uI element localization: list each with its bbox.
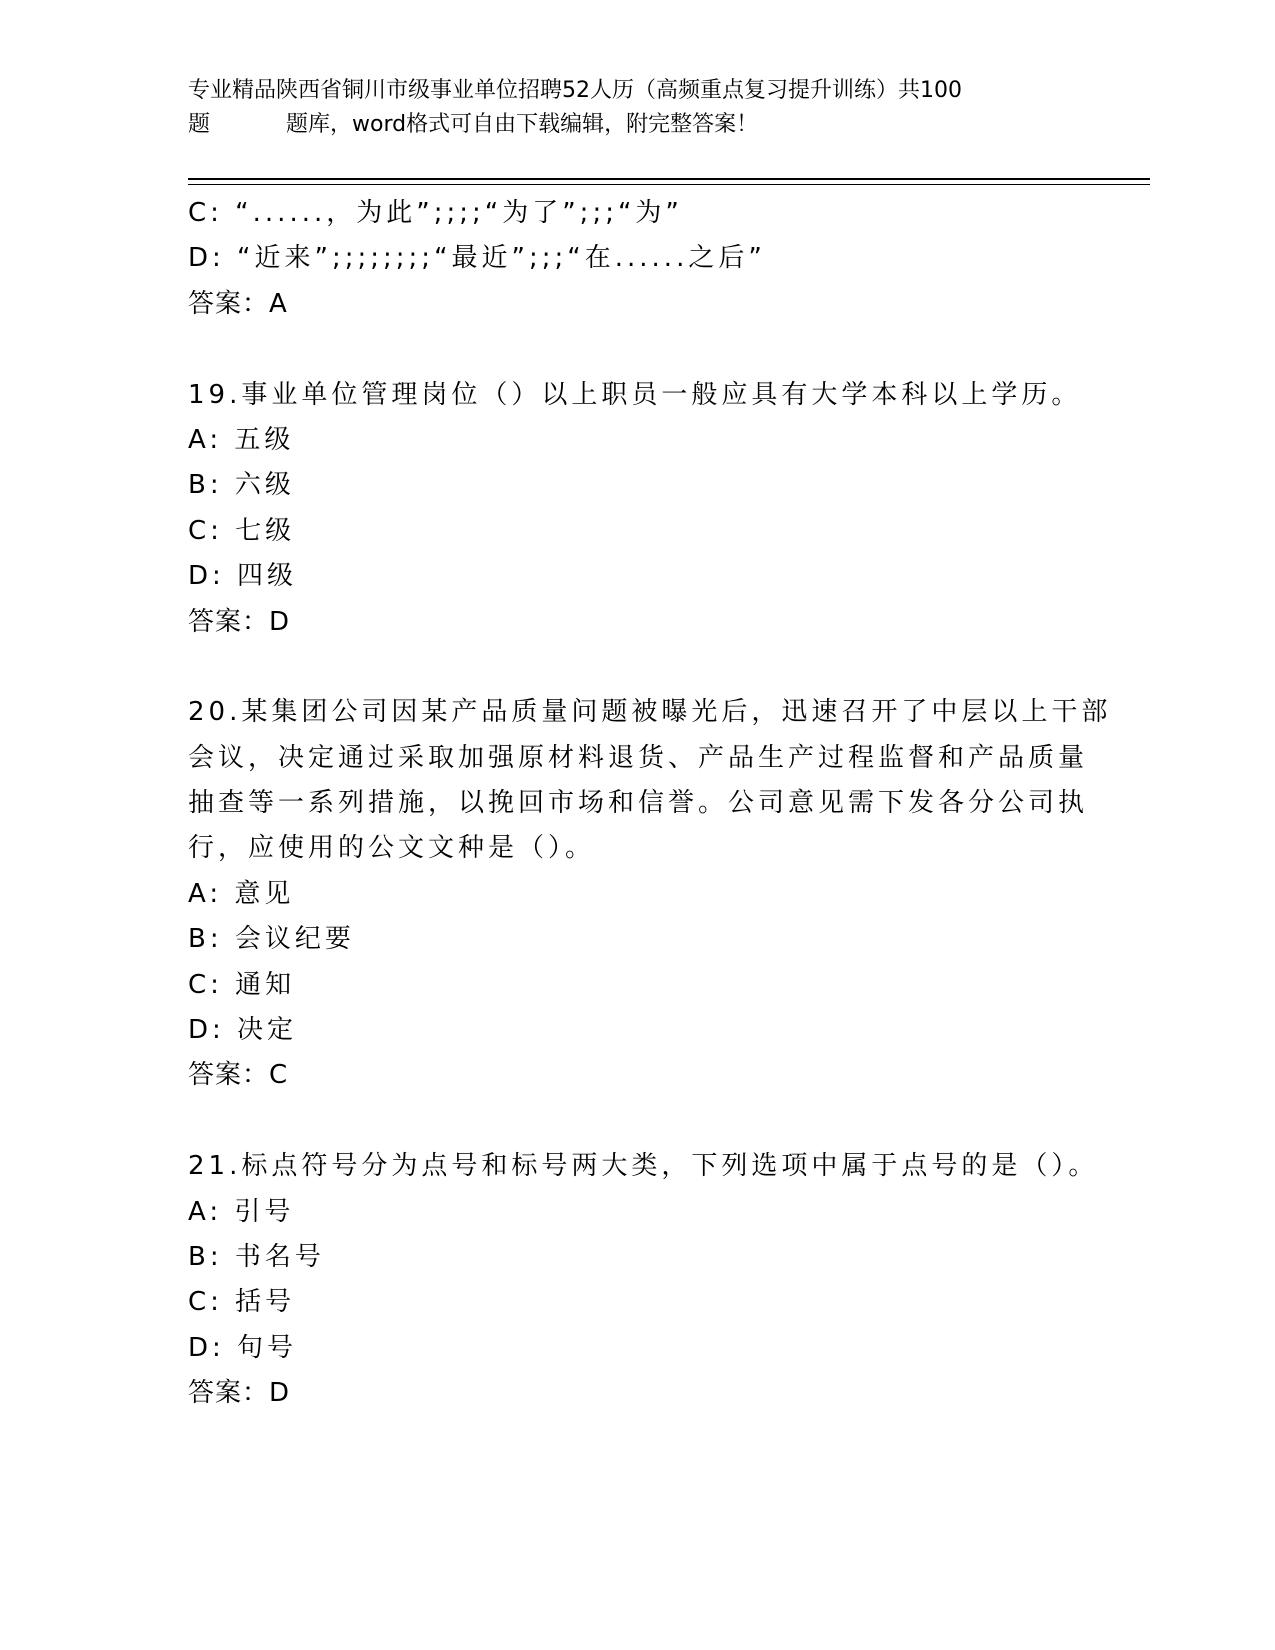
header-line-1: 专业精品陕西省铜川市级事业单位招聘52人历（高频重点复习提升训练）共100 — [188, 78, 962, 103]
question-19 — [188, 373, 1088, 645]
answer-line: 答案：D — [188, 606, 291, 637]
header-line-2-rest: 题库，word格式可自由下载编辑，附完整答案！ — [286, 112, 759, 137]
question-text-line-2: 会议，决定通过采取加强原材料退货、产品生产过程监督和产品质量 — [188, 742, 1089, 773]
answer-line: 答案：C — [188, 1060, 289, 1091]
option-c: C: 通知 — [188, 969, 296, 1000]
answer-line: 答案：D — [188, 1378, 291, 1409]
header-line-2-start: 题 — [188, 112, 211, 137]
option-b: B: 六级 — [188, 470, 295, 501]
question-21 — [188, 1144, 1099, 1416]
option-c: C: “......，为此”;;;;“为了”;;;“为” — [188, 198, 683, 228]
option-d: D: 句号 — [188, 1332, 298, 1363]
question-text: 19.事业单位管理岗位（）以上职员一般应具有大学本科以上学历。 — [188, 379, 1082, 410]
option-d: D: 决定 — [188, 1015, 298, 1046]
header-rule-thin — [188, 184, 1150, 185]
document-body — [188, 191, 1112, 1417]
answer-line: 答案：A — [188, 288, 288, 319]
option-a: A: 意见 — [188, 878, 295, 909]
header-line-2 — [188, 108, 1068, 142]
option-c: C: 括号 — [188, 1287, 296, 1318]
option-d: D: 四级 — [188, 561, 298, 592]
question-text-line-3: 抽查等一系列措施，以挽回市场和信誉。公司意见需下发各分公司执 — [188, 788, 1089, 819]
option-b: B: 会议纪要 — [188, 924, 355, 955]
previous-question-tail — [188, 191, 1088, 327]
option-b: B: 书名号 — [188, 1241, 325, 1272]
question-text-line-1: 20.某集团公司因某产品质量问题被曝光后，迅速召开了中层以上干部 — [188, 697, 1112, 728]
option-d: D: “近来”;;;;;;;;“最近”;;;“在......之后” — [188, 243, 766, 274]
option-c: C: 七级 — [188, 515, 296, 546]
header-rule-thick — [188, 178, 1150, 180]
option-a: A: 引号 — [188, 1196, 295, 1227]
question-text-line-4: 行，应使用的公文文种是（）。 — [188, 833, 596, 864]
page-header — [188, 74, 1068, 142]
option-a: A: 五级 — [188, 424, 295, 455]
question-20 — [188, 690, 1112, 1099]
question-text: 21.标点符号分为点号和标号两大类，下列选项中属于点号的是（）。 — [188, 1151, 1099, 1182]
